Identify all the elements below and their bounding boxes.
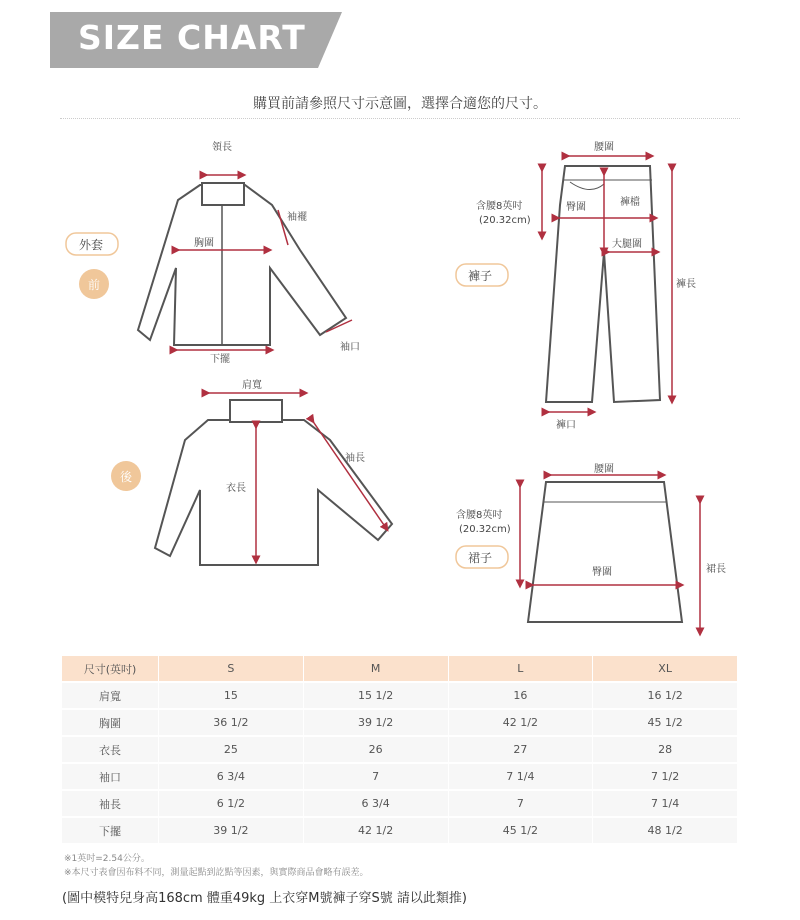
table-cell: 45 1/2 [448, 817, 593, 844]
note-disclaimer: ※本尺寸表會因布料不同，測量起點到訖點等因素，與實際商品會略有誤差。 [64, 868, 369, 878]
body-length-label: 衣長 [226, 483, 246, 494]
table-header-cell: XL [593, 656, 738, 682]
skirt-waist-note: 含腰8英吋 [456, 510, 503, 521]
table-cell: 16 1/2 [593, 682, 738, 709]
table-cell: 36 1/2 [159, 709, 304, 736]
table-cell: 16 [448, 682, 593, 709]
note-conversion: ※1英吋=2.54公分。 [64, 854, 150, 864]
table-header-cell: M [303, 656, 448, 682]
table-cell: 7 [303, 763, 448, 790]
table-cell: 42 1/2 [448, 709, 593, 736]
table-cell: 胸圍 [62, 709, 159, 736]
crotch-label: 褲檔 [620, 197, 640, 208]
table-row [62, 736, 738, 763]
chest-label: 胸圍 [194, 238, 214, 249]
hem-label: 下擺 [210, 354, 230, 365]
table-cell: 6 3/4 [159, 763, 304, 790]
table-header-cell: L [448, 656, 593, 682]
cuff-label: 袖口 [340, 342, 360, 353]
skirt-waist-label: 腰圍 [594, 464, 614, 475]
table-cell: 7 1/4 [593, 790, 738, 817]
leg-opening-label: 褲口 [556, 420, 576, 431]
table-cell: 27 [448, 736, 593, 763]
skirt-length-label: 裙長 [706, 564, 726, 575]
table-cell: 下擺 [62, 817, 159, 844]
table-row [62, 790, 738, 817]
skirt-illustration [528, 482, 682, 622]
table-header-cell: S [159, 656, 304, 682]
table-cell: 衣長 [62, 736, 159, 763]
pants-waist-label: 腰圍 [594, 142, 614, 153]
sleeve-width-label: 袖襬 [287, 212, 307, 223]
table-header-cell: 尺寸(英吋) [62, 656, 159, 682]
table-cell: 7 1/2 [593, 763, 738, 790]
pants-length-label: 褲長 [676, 279, 696, 290]
table-cell: 26 [303, 736, 448, 763]
skirt-waist-note-cm: (20.32cm) [459, 524, 511, 535]
table-cell: 28 [593, 736, 738, 763]
thigh-label: 大腿圍 [612, 239, 642, 250]
back-label: 後 [120, 470, 133, 484]
table-row [62, 709, 738, 736]
skirt-hip-label: 臀圍 [592, 567, 612, 578]
table-cell: 6 3/4 [303, 790, 448, 817]
pants-illustration [546, 166, 660, 402]
table-cell: 42 1/2 [303, 817, 448, 844]
collar-length-label: 領長 [212, 142, 232, 153]
front-label: 前 [88, 278, 101, 292]
table-cell: 15 1/2 [303, 682, 448, 709]
table-cell: 39 1/2 [159, 817, 304, 844]
table-cell: 25 [159, 736, 304, 763]
table-cell: 肩寬 [62, 682, 159, 709]
notes [64, 852, 369, 880]
table-row [62, 817, 738, 844]
table-cell: 45 1/2 [593, 709, 738, 736]
jacket-front-illustration [138, 183, 346, 345]
table-cell: 15 [159, 682, 304, 709]
shoulder-width-label: 肩寬 [242, 380, 262, 391]
table-row [62, 682, 738, 709]
table-cell: 39 1/2 [303, 709, 448, 736]
skirt-section-label: 裙子 [468, 551, 493, 565]
table-row [62, 763, 738, 790]
table-cell: 7 [448, 790, 593, 817]
jacket-section-label: 外套 [79, 238, 104, 252]
pants-waist-note: 含腰8英吋 [476, 201, 523, 212]
jacket-back-illustration [155, 400, 392, 565]
pants-waist-note-cm: (20.32cm) [479, 215, 531, 226]
pants-section-label: 褲子 [468, 269, 493, 283]
table-cell: 7 1/4 [448, 763, 593, 790]
table-cell: 袖長 [62, 790, 159, 817]
sleeve-length-label: 袖長 [345, 453, 365, 464]
model-info: (圖中模特兒身高168cm 體重49kg 上衣穿M號褲子穿S號 請以此類推) [62, 891, 467, 906]
table-cell: 6 1/2 [159, 790, 304, 817]
size-table [62, 656, 738, 845]
page-title: SIZE CHART [78, 18, 306, 57]
hip-label: 臀圍 [566, 202, 586, 213]
table-header-row [62, 656, 738, 682]
table-cell: 48 1/2 [593, 817, 738, 844]
page-subtitle: 購買前請參照尺寸示意圖，選擇合適您的尺寸。 [253, 96, 547, 112]
table-cell: 袖口 [62, 763, 159, 790]
